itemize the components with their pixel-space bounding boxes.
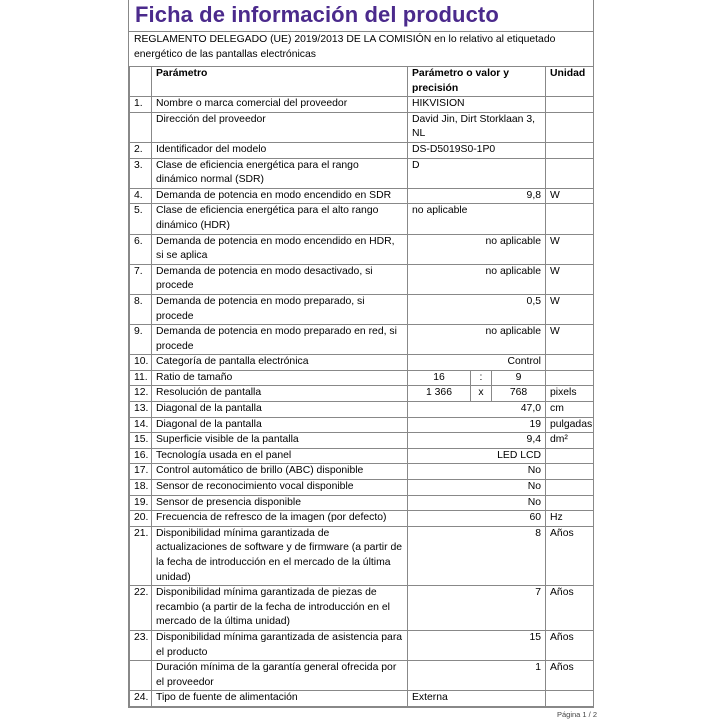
table-row xyxy=(130,386,594,402)
row-value: 8 xyxy=(408,526,546,585)
row-number: 14. xyxy=(130,417,152,433)
product-info-table xyxy=(129,66,594,707)
row-number: 1. xyxy=(130,97,152,113)
row-number: 16. xyxy=(130,448,152,464)
row-unit: W xyxy=(546,188,594,204)
row-number: 12. xyxy=(130,386,152,402)
header-number xyxy=(130,67,152,97)
row-parameter: Categoría de pantalla electrónica xyxy=(152,355,408,371)
row-value: LED LCD xyxy=(408,448,546,464)
row-unit: Años xyxy=(546,661,594,691)
row-unit: Hz xyxy=(546,511,594,527)
table-row xyxy=(130,158,594,188)
value-separator: x xyxy=(471,386,492,401)
table-header-row xyxy=(130,67,594,97)
row-unit: Años xyxy=(546,630,594,660)
row-number: 19. xyxy=(130,495,152,511)
row-number: 17. xyxy=(130,464,152,480)
table-row xyxy=(130,586,594,631)
row-value: DS-D5019S0-1P0 xyxy=(408,142,546,158)
row-value: no aplicable xyxy=(408,204,546,234)
table-row xyxy=(130,294,594,324)
row-number: 11. xyxy=(130,370,152,386)
row-number xyxy=(130,661,152,691)
row-unit xyxy=(546,112,594,142)
table-row xyxy=(130,188,594,204)
row-value: 47,0 xyxy=(408,402,546,418)
row-value: Control xyxy=(408,355,546,371)
row-value xyxy=(408,386,546,402)
row-value: No xyxy=(408,480,546,496)
row-value: 1 xyxy=(408,661,546,691)
row-parameter: Diagonal de la pantalla xyxy=(152,417,408,433)
row-unit: W xyxy=(546,234,594,264)
row-parameter: Disponibilidad mínima garantizada de asistencia para el producto xyxy=(152,630,408,660)
row-number: 21. xyxy=(130,526,152,585)
row-value xyxy=(408,370,546,386)
row-number: 2. xyxy=(130,142,152,158)
row-parameter: Resolución de pantalla xyxy=(152,386,408,402)
row-value: no aplicable xyxy=(408,325,546,355)
row-parameter: Sensor de reconocimiento vocal disponible xyxy=(152,480,408,496)
row-number xyxy=(130,112,152,142)
row-unit: W xyxy=(546,325,594,355)
row-parameter: Dirección del proveedor xyxy=(152,112,408,142)
row-unit xyxy=(546,370,594,386)
row-value: No xyxy=(408,495,546,511)
row-parameter: Demanda de potencia en modo desactivado, si procede xyxy=(152,264,408,294)
row-unit: dm² xyxy=(546,433,594,449)
row-value: 15 xyxy=(408,630,546,660)
row-unit xyxy=(546,464,594,480)
row-unit: cm xyxy=(546,402,594,418)
row-parameter: Control automático de brillo (ABC) disponible xyxy=(152,464,408,480)
header-value: Parámetro o valor y precisión xyxy=(408,67,546,97)
value-part-a: 1 366 xyxy=(408,386,471,401)
table-row xyxy=(130,495,594,511)
row-number: 6. xyxy=(130,234,152,264)
row-parameter: Ratio de tamaño xyxy=(152,370,408,386)
table-body xyxy=(130,97,594,707)
row-number: 8. xyxy=(130,294,152,324)
table-row xyxy=(130,325,594,355)
row-number: 7. xyxy=(130,264,152,294)
row-unit xyxy=(546,691,594,707)
row-parameter: Superficie visible de la pantalla xyxy=(152,433,408,449)
row-value: 0,5 xyxy=(408,294,546,324)
row-parameter: Demanda de potencia en modo encendido en HDR, si se aplica xyxy=(152,234,408,264)
table-row xyxy=(130,417,594,433)
row-unit xyxy=(546,97,594,113)
row-value: 9,4 xyxy=(408,433,546,449)
value-part-b: 768 xyxy=(509,387,528,399)
table-row xyxy=(130,402,594,418)
row-parameter: Disponibilidad mínima garantizada de actualizaciones de software y de firmware (a partir de la fecha de introducción en el mercado de la última unidad) xyxy=(152,526,408,585)
table-row xyxy=(130,464,594,480)
row-number: 10. xyxy=(130,355,152,371)
row-parameter: Demanda de potencia en modo preparado, si procede xyxy=(152,294,408,324)
value-part-a: 16 xyxy=(408,371,471,386)
value-part-b: 9 xyxy=(515,371,522,383)
table-row xyxy=(130,448,594,464)
row-unit: pixels xyxy=(546,386,594,402)
regulation-text: REGLAMENTO DELEGADO (UE) 2019/2013 DE LA COMISIÓN en lo relativo al etiquetado energético de las pantallas electrónicas xyxy=(134,34,556,60)
row-unit: Años xyxy=(546,526,594,585)
row-value: no aplicable xyxy=(408,234,546,264)
row-unit xyxy=(546,204,594,234)
row-value: David Jin, Dirt Storklaan 3, NL xyxy=(408,112,546,142)
row-parameter: Tecnología usada en el panel xyxy=(152,448,408,464)
row-parameter: Nombre o marca comercial del proveedor xyxy=(152,97,408,113)
table-row xyxy=(130,630,594,660)
row-parameter: Tipo de fuente de alimentación xyxy=(152,691,408,707)
table-row xyxy=(130,511,594,527)
row-number: 20. xyxy=(130,511,152,527)
row-value: no aplicable xyxy=(408,264,546,294)
table-row xyxy=(130,234,594,264)
row-unit xyxy=(546,142,594,158)
row-unit xyxy=(546,355,594,371)
table-row xyxy=(130,526,594,585)
row-parameter: Clase de eficiencia energética para el rango dinámico normal (SDR) xyxy=(152,158,408,188)
table-row xyxy=(130,97,594,113)
header-parameter: Parámetro xyxy=(152,67,408,97)
table-row xyxy=(130,370,594,386)
row-unit xyxy=(546,448,594,464)
row-number: 18. xyxy=(130,480,152,496)
row-unit xyxy=(546,480,594,496)
page-number: Página 1 / 2 xyxy=(556,710,597,719)
row-number: 9. xyxy=(130,325,152,355)
row-value: Externa xyxy=(408,691,546,707)
row-value: 19 xyxy=(408,417,546,433)
row-parameter: Identificador del modelo xyxy=(152,142,408,158)
value-separator: : xyxy=(471,371,492,386)
row-number: 4. xyxy=(130,188,152,204)
row-unit xyxy=(546,495,594,511)
row-unit: W xyxy=(546,294,594,324)
row-parameter: Sensor de presencia disponible xyxy=(152,495,408,511)
table-row xyxy=(130,112,594,142)
row-value: 7 xyxy=(408,586,546,631)
table-row xyxy=(130,355,594,371)
row-number: 5. xyxy=(130,204,152,234)
row-unit: Años xyxy=(546,586,594,631)
row-parameter: Clase de eficiencia energética para el alto rango dinámico (HDR) xyxy=(152,204,408,234)
row-number: 22. xyxy=(130,586,152,631)
table-row xyxy=(130,204,594,234)
row-parameter: Demanda de potencia en modo preparado en red, si procede xyxy=(152,325,408,355)
header-unit: Unidad xyxy=(546,67,594,97)
row-number: 23. xyxy=(130,630,152,660)
row-value: 9,8 xyxy=(408,188,546,204)
row-parameter: Frecuencia de refresco de la imagen (por defecto) xyxy=(152,511,408,527)
table-row xyxy=(130,661,594,691)
row-parameter: Demanda de potencia en modo encendido en SDR xyxy=(152,188,408,204)
row-parameter: Duración mínima de la garantía general ofrecida por el proveedor xyxy=(152,661,408,691)
table-row xyxy=(130,480,594,496)
table-row xyxy=(130,264,594,294)
row-value: 60 xyxy=(408,511,546,527)
row-value: HIKVISION xyxy=(408,97,546,113)
row-number: 3. xyxy=(130,158,152,188)
row-value: D xyxy=(408,158,546,188)
row-value: No xyxy=(408,464,546,480)
table-row xyxy=(130,433,594,449)
row-unit: W xyxy=(546,264,594,294)
row-number: 15. xyxy=(130,433,152,449)
product-info-sheet xyxy=(128,0,594,708)
row-number: 13. xyxy=(130,402,152,418)
row-unit xyxy=(546,158,594,188)
row-number: 24. xyxy=(130,691,152,707)
row-parameter: Disponibilidad mínima garantizada de piezas de recambio (a partir de la fecha de introducción en el mercado de la última unidad) xyxy=(152,586,408,631)
row-unit: pulgadas xyxy=(546,417,594,433)
title-divider xyxy=(129,31,593,32)
page-title: Ficha de información del producto xyxy=(135,2,499,27)
row-parameter: Diagonal de la pantalla xyxy=(152,402,408,418)
table-row xyxy=(130,142,594,158)
table-row xyxy=(130,691,594,707)
